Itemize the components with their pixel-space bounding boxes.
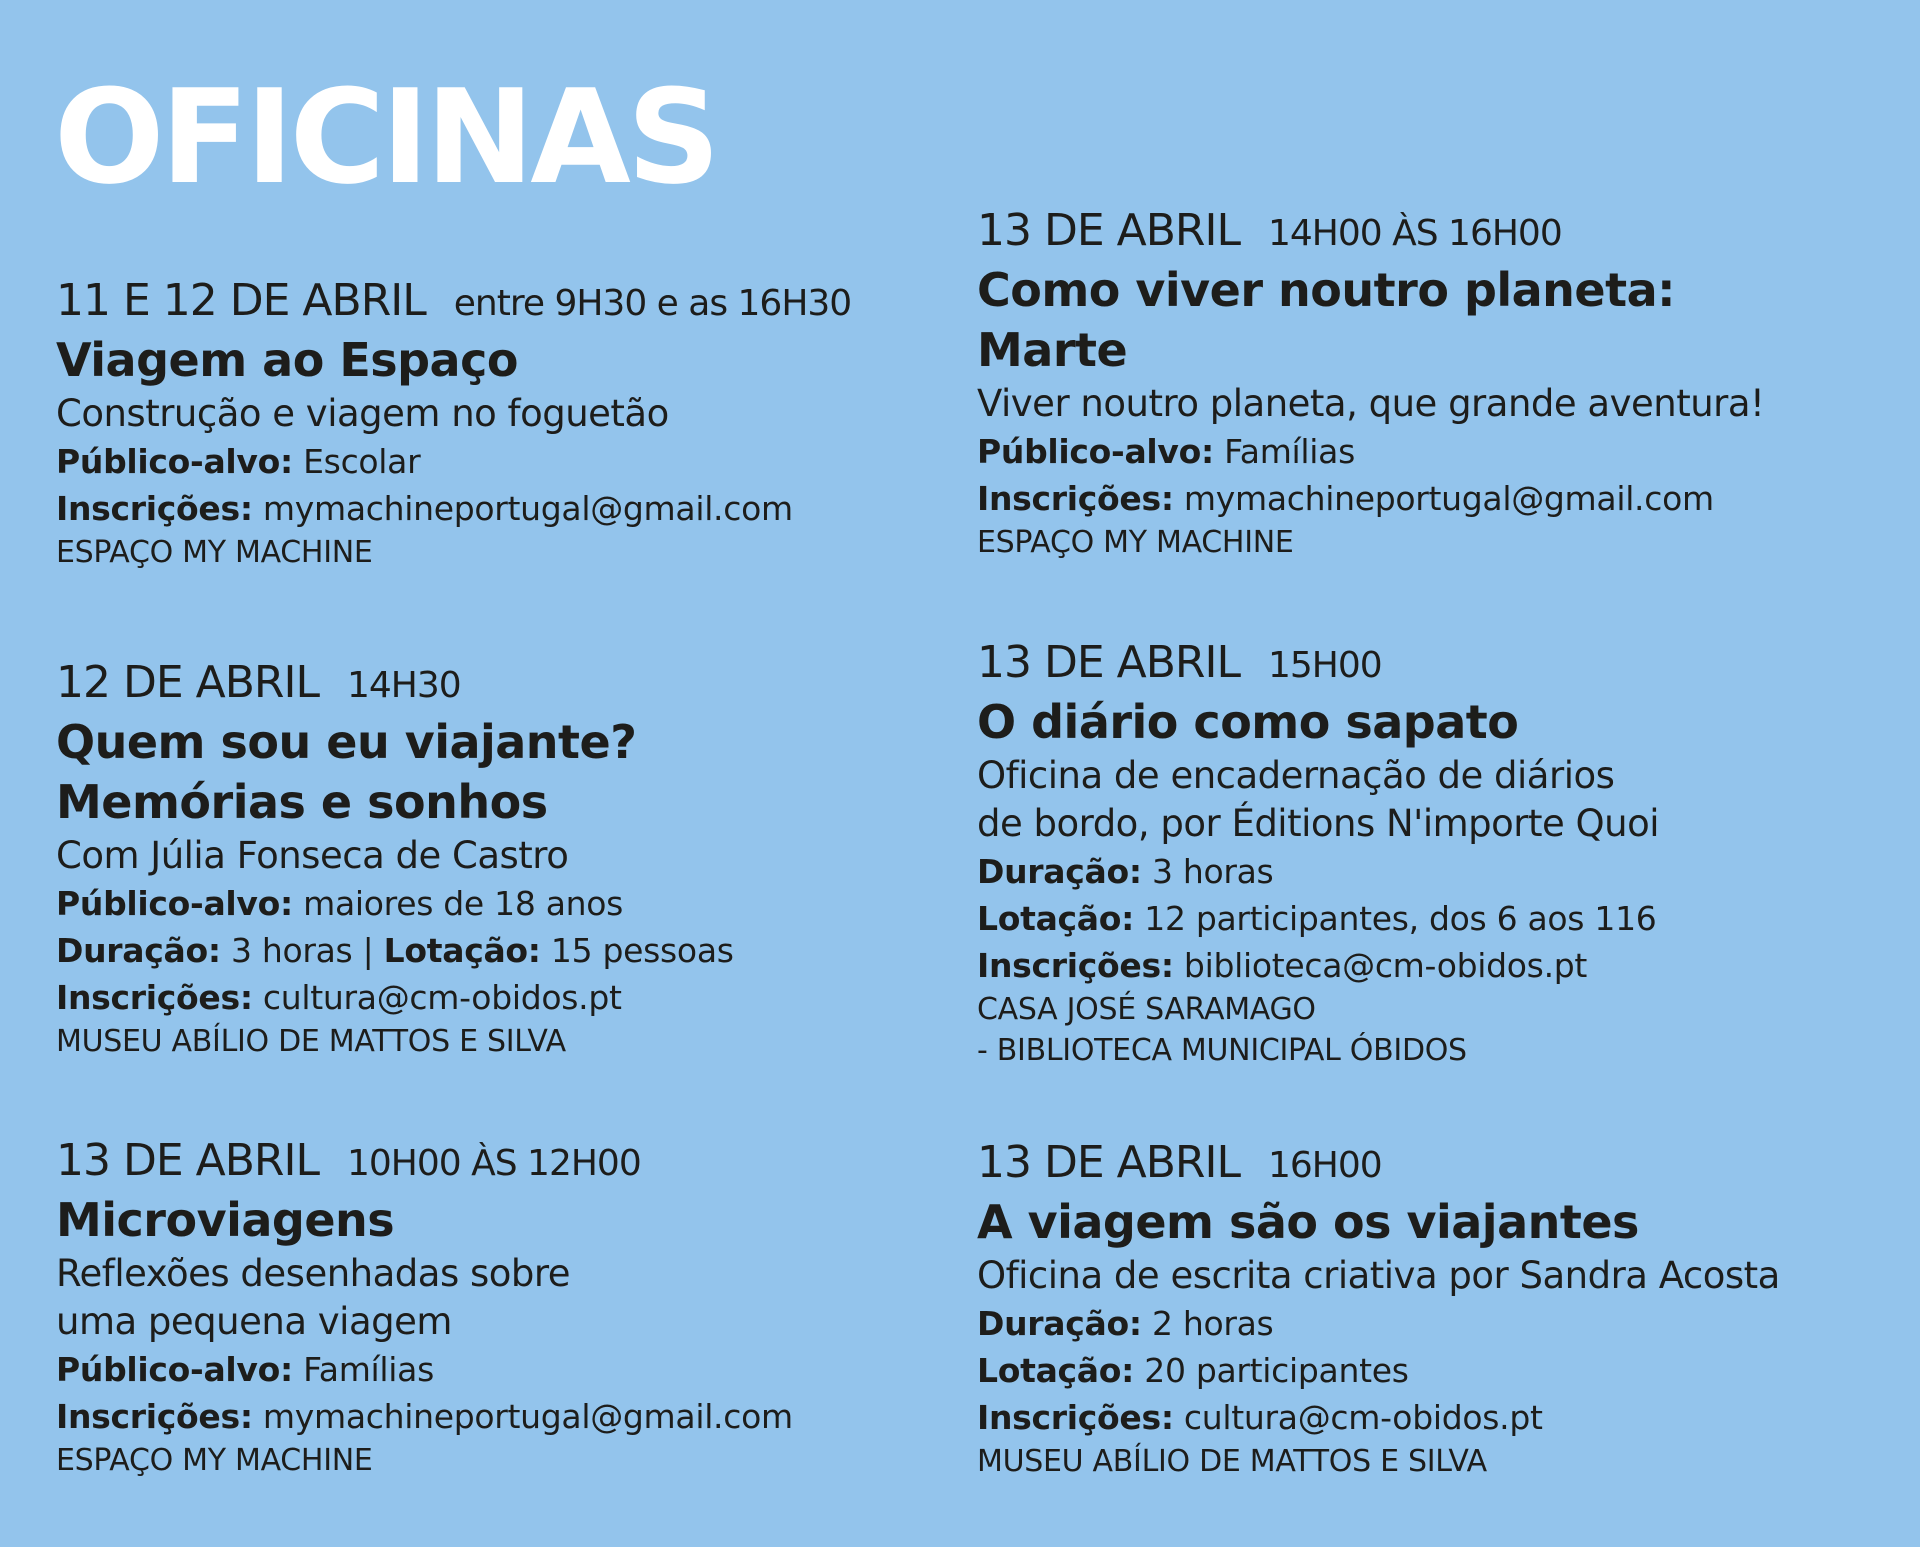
event-duracao (977, 1300, 1877, 1347)
event-lotacao (977, 1347, 1877, 1394)
publico-value: Famílias (1224, 432, 1355, 471)
event-name-line: Quem sou eu viajante? (56, 715, 637, 769)
event-publico (56, 880, 956, 927)
event-venue-line: ESPAÇO MY MACHINE (977, 525, 1294, 560)
inscricoes-label: Inscrições: (977, 479, 1174, 518)
event-name-line: Microviagens (56, 1193, 395, 1247)
event-inscricoes (56, 1393, 956, 1440)
event-name (56, 712, 956, 832)
event-venue-line: ESPAÇO MY MACHINE (56, 1443, 373, 1478)
lotacao-value: 20 participantes (1144, 1351, 1409, 1390)
event-venue-line: CASA JOSÉ SARAMAGO (977, 992, 1316, 1027)
publico-label: Público-alvo: (56, 442, 293, 481)
event-description-line: de bordo, por Éditions N'importe Quoi (977, 802, 1660, 845)
event-quem-sou-eu-viajante (56, 654, 956, 1062)
lotacao-label: Lotação: (977, 899, 1135, 938)
duracao-label: Duração: (977, 1304, 1142, 1343)
duracao-value: 3 horas (230, 931, 353, 970)
event-publico (56, 1346, 956, 1393)
event-o-diario-como-sapato (977, 634, 1877, 1071)
lotacao-label: Lotação: (383, 931, 541, 970)
event-publico (56, 438, 956, 485)
inscricoes-label: Inscrições: (56, 489, 253, 528)
event-name (977, 1192, 1877, 1252)
event-description (56, 390, 956, 438)
inscricoes-email-link[interactable]: mymachineportugal@gmail.com (262, 1397, 793, 1436)
lotacao-label: Lotação: (977, 1351, 1135, 1390)
event-datetime (56, 272, 956, 330)
event-description-line: Oficina de escrita criativa por Sandra Acosta (977, 1254, 1780, 1297)
event-publico (977, 428, 1877, 475)
event-description-line: Oficina de encadernação de diários (977, 754, 1615, 797)
event-lotacao (977, 895, 1877, 942)
event-venue-line: ESPAÇO MY MACHINE (56, 535, 373, 570)
inscricoes-label: Inscrições: (56, 1397, 253, 1436)
lotacao-value: 12 participantes, dos 6 aos 116 (1144, 899, 1657, 938)
event-datetime (977, 1134, 1877, 1192)
inscricoes-email-link[interactable]: cultura@cm-obidos.pt (262, 978, 622, 1017)
event-como-viver-noutro-planeta (977, 202, 1877, 563)
event-time: entre 9H30 e as 16H30 (453, 283, 852, 324)
event-description (977, 1252, 1877, 1300)
event-description (977, 752, 1877, 848)
page-title: OFICINAS (54, 61, 717, 213)
publico-label: Público-alvo: (977, 432, 1214, 471)
inscricoes-label: Inscrições: (56, 978, 253, 1017)
event-time: 10H00 ÀS 12H00 (347, 1143, 641, 1184)
event-viagem-ao-espaco (56, 272, 956, 573)
event-datetime (56, 654, 956, 712)
event-datetime (977, 202, 1877, 260)
event-date: 13 DE ABRIL (56, 1135, 319, 1186)
event-inscricoes (977, 1394, 1877, 1441)
event-time: 16H00 (1268, 1145, 1382, 1186)
event-name (977, 692, 1877, 752)
event-venue-line: MUSEU ABÍLIO DE MATTOS E SILVA (977, 1444, 1487, 1479)
event-inscricoes (977, 942, 1877, 989)
event-duracao-lotacao (56, 927, 956, 974)
lotacao-value: 15 pessoas (550, 931, 734, 970)
inscricoes-email-link[interactable]: mymachineportugal@gmail.com (262, 489, 793, 528)
event-name-line: Marte (977, 323, 1128, 377)
event-inscricoes (56, 485, 956, 532)
event-date: 13 DE ABRIL (977, 1137, 1240, 1188)
event-name-line: A viagem são os viajantes (977, 1195, 1639, 1249)
event-description-line: Com Júlia Fonseca de Castro (56, 834, 569, 877)
event-description (977, 380, 1877, 428)
event-description-line: Construção e viagem no foguetão (56, 392, 669, 435)
event-venue (56, 1021, 956, 1062)
publico-value: Famílias (303, 1350, 434, 1389)
event-name-line: O diário como sapato (977, 695, 1519, 749)
event-description-line: Reflexões desenhadas sobre (56, 1252, 571, 1295)
event-name-line: Memórias e sonhos (56, 775, 548, 829)
event-inscricoes (56, 974, 956, 1021)
inscricoes-email-link[interactable]: cultura@cm-obidos.pt (1183, 1398, 1543, 1437)
event-time: 14H30 (347, 665, 461, 706)
event-date: 13 DE ABRIL (977, 637, 1240, 688)
event-date: 12 DE ABRIL (56, 657, 319, 708)
event-inscricoes (977, 475, 1877, 522)
event-venue (977, 989, 1877, 1071)
duracao-value: 3 horas (1151, 852, 1274, 891)
event-datetime (977, 634, 1877, 692)
publico-label: Público-alvo: (56, 1350, 293, 1389)
event-venue (56, 1440, 956, 1481)
inscricoes-email-link[interactable]: mymachineportugal@gmail.com (1183, 479, 1714, 518)
event-microviagens (56, 1132, 956, 1481)
event-name-line: Como viver noutro planeta: (977, 263, 1676, 317)
event-venue (977, 522, 1877, 563)
event-description (56, 1250, 956, 1346)
inscricoes-email-link[interactable]: biblioteca@cm-obidos.pt (1183, 946, 1588, 985)
field-separator: | (362, 931, 374, 970)
inscricoes-label: Inscrições: (977, 1398, 1174, 1437)
event-time: 14H00 ÀS 16H00 (1268, 213, 1562, 254)
event-venue (977, 1441, 1877, 1482)
duracao-value: 2 horas (1151, 1304, 1274, 1343)
event-description (56, 832, 956, 880)
event-date: 13 DE ABRIL (977, 205, 1240, 256)
event-venue-line: - BIBLIOTECA MUNICIPAL ÓBIDOS (977, 1033, 1467, 1068)
event-name (977, 260, 1877, 380)
event-venue (56, 532, 956, 573)
event-date: 11 E 12 DE ABRIL (56, 275, 426, 326)
event-name-line: Viagem ao Espaço (56, 333, 518, 387)
duracao-label: Duração: (977, 852, 1142, 891)
publico-label: Público-alvo: (56, 884, 293, 923)
event-description-line: uma pequena viagem (56, 1300, 452, 1343)
event-name (56, 1190, 956, 1250)
duracao-label: Duração: (56, 931, 221, 970)
event-datetime (56, 1132, 956, 1190)
publico-value: Escolar (303, 442, 421, 481)
event-description-line: Viver noutro planeta, que grande aventura! (977, 382, 1765, 425)
event-name (56, 330, 956, 390)
inscricoes-label: Inscrições: (977, 946, 1174, 985)
event-a-viagem-sao-os-viajantes (977, 1134, 1877, 1482)
event-duracao (977, 848, 1877, 895)
publico-value: maiores de 18 anos (303, 884, 624, 923)
event-venue-line: MUSEU ABÍLIO DE MATTOS E SILVA (56, 1024, 566, 1059)
event-time: 15H00 (1268, 645, 1382, 686)
